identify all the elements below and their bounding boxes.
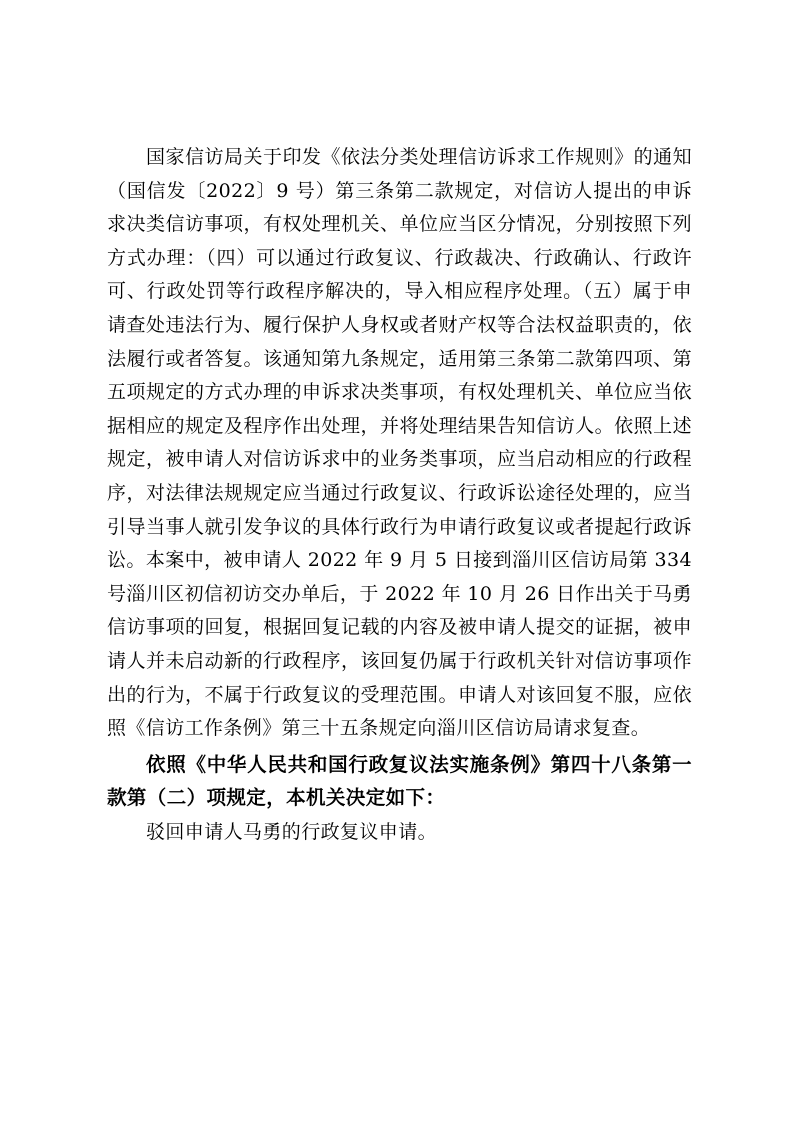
document-body <box>107 141 692 849</box>
reasoning-paragraph: 国家信访局关于印发《依法分类处理信访诉求工作规则》的通知（国信发〔2022〕9 号）第三条第二款规定，对信访人提出的申诉求决类信访事项，有权处理机关、单位应当区分情况，分别按照下列方式办理：（四）可以通过行政复议、行政裁决、行政确认、行政许可、行政处罚等行政程序解决的，导入相应程序处理。（五）属于申请查处违法行为、履行保护人身权或者财产权等合法权益职责的，依法履行或者答复。该通知第九条规定，适用第三条第二款第四项、第五项规定的方式办理的申诉求决类事项，有权处理机关、单位应当依据相应的规定及程序作出处理，并将处理结果告知信访人。依照上述规定，被申请人对信访诉求中的业务类事项，应当启动相应的行政程序，对法律法规规定应当通过行政复议、行政诉讼途径处理的，应当引导当事人就引发争议的具体行政行为申请行政复议或者提起行政诉讼。本案中，被申请人 2022 年 9 月 5 日接到淄川区信访局第 334 号淄川区初信初访交办单后，于 2022 年 10 月 26 日作出关于马勇信访事项的回复，根据回复记载的内容及被申请人提交的证据，被申请人并未启动新的行政程序，该回复仍属于行政机关针对信访事项作出的行为，不属于行政复议的受理范围。申请人对该回复不服，应依照《信访工作条例》第三十五条规定向淄川区信访局请求复查。 <box>107 146 692 740</box>
legal-basis-paragraph: 依照《中华人民共和国行政复议法实施条例》第四十八条第一款第（二）项规定，本机关决定如下： <box>107 752 692 810</box>
decision-paragraph: 驳回申请人马勇的行政复议申请。 <box>146 820 438 843</box>
